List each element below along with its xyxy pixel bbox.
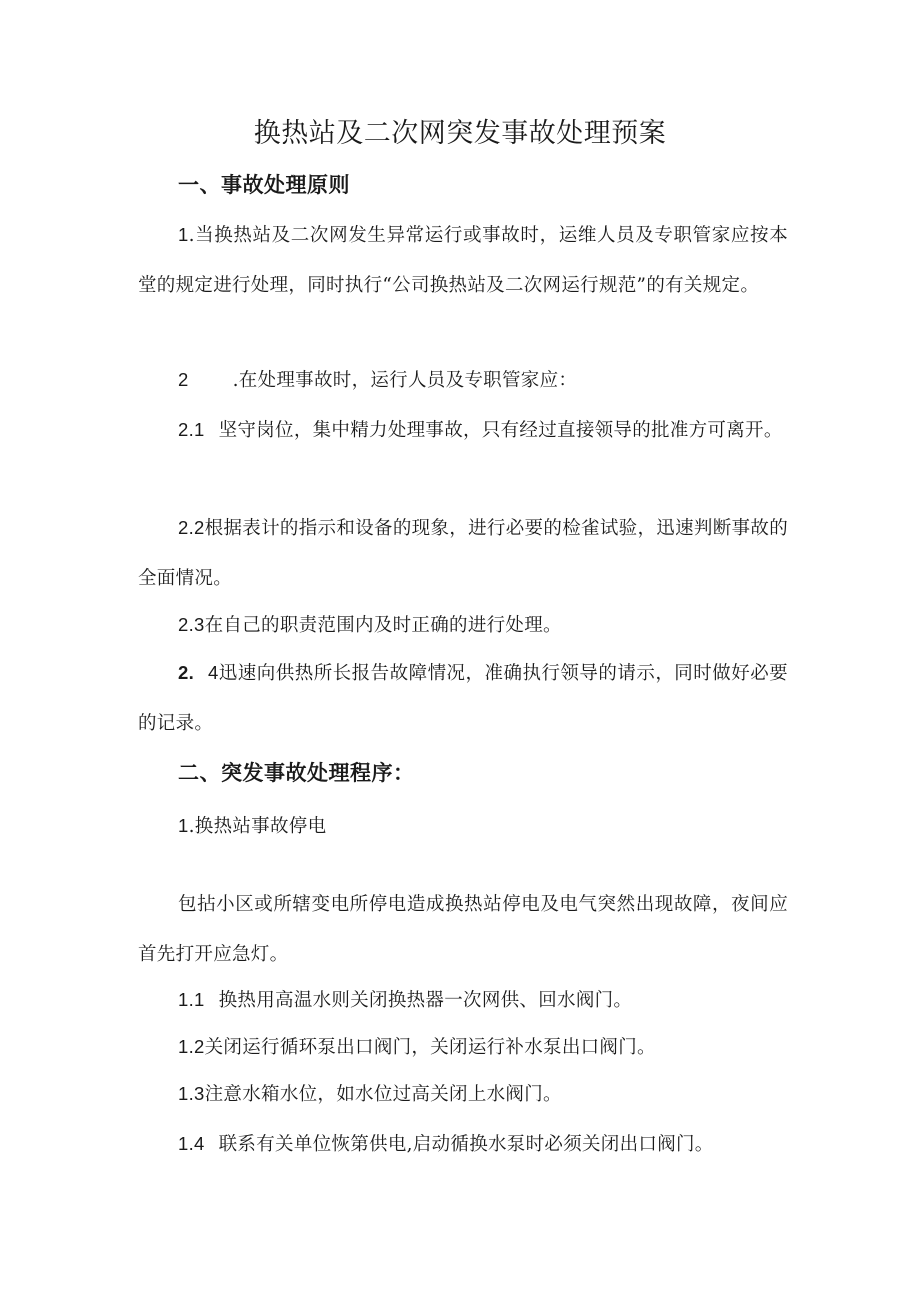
paragraph-number: 2.1 [178,419,205,440]
paragraph-1-3 [138,1069,788,1120]
paragraph-text: 换热用高温水则关闭换热器一次网供、回水阀门。 [218,990,633,1011]
paragraph-text: .换热站事故停电 [188,816,327,837]
paragraph-1-4 [138,1119,788,1170]
paragraph-2-4 [138,648,788,749]
paragraph-text: 根据表计的指示和设备的现象，进行必要的检雀试验，迅速判断事故的全面情况。 [138,518,788,589]
paragraph-text: 迅速向供热所长报告故障情况，准确执行领导的请示，同时做好必要的记录。 [138,663,788,734]
paragraph-1 [138,210,788,311]
paragraph-number: 1.1 [178,989,205,1010]
document-title: 换热站及二次网突发事故处理预案 [253,118,667,149]
paragraph-number: 1 [178,224,189,245]
paragraph-text: 注意水箱水位，如水位过高关闭上水阀门。 [204,1084,562,1105]
paragraph-power-outage [138,801,788,852]
paragraph-intro [138,880,788,980]
paragraph-number: 1.3 [178,1083,205,1104]
section-heading-principles: 一、事故处理原则 [178,173,350,197]
paragraph-number: 2. [178,662,195,683]
paragraph-number: 2.3 [178,614,205,635]
paragraph-number: 2.2 [178,517,205,538]
paragraph-text: 包拈小区或所辖变电所停电造成换热站停电及电气突然出现故障，夜间应首先打开应急灯。 [138,894,788,965]
paragraph-2-2 [138,503,788,604]
paragraph-text: .当换热站及二次网发生异常运行或事故时，运维人员及专职管家应按本堂的规定进行处理，同时执行“公司换热站及二次网运行规范”的有关规定。 [138,225,788,296]
paragraph-number: 1.4 [178,1133,205,1154]
paragraph-text: 联系有关单位恢第供电,启动循换水泵时必须关闭出口阀门。 [218,1134,714,1155]
paragraph-text: 关闭运行循环泵出口阀门，关闭运行补水泵出口阀门。 [204,1037,656,1058]
paragraph-text: .在处理事故时，运行人员及专职管家应： [232,370,578,391]
paragraph-number: 1.2 [178,1036,205,1057]
section-heading-procedures: 二、突发事故处理程序： [178,761,415,785]
paragraph-number: 1 [178,815,189,836]
paragraph-2-1 [138,405,788,456]
paragraph-1-2 [138,1022,788,1073]
paragraph-number-suffix: 4 [208,662,219,683]
paragraph-text: 在自己的职责范围内及时正确的进行处理。 [204,615,562,636]
paragraph-1-1 [138,975,788,1026]
paragraph-text: 坚守岗位，集中精力处理事故，只有经过直接领导的批准方可离开。 [218,420,783,441]
paragraph-number: 2 [178,369,189,390]
paragraph-2-3 [138,600,788,651]
paragraph-2 [138,355,788,406]
